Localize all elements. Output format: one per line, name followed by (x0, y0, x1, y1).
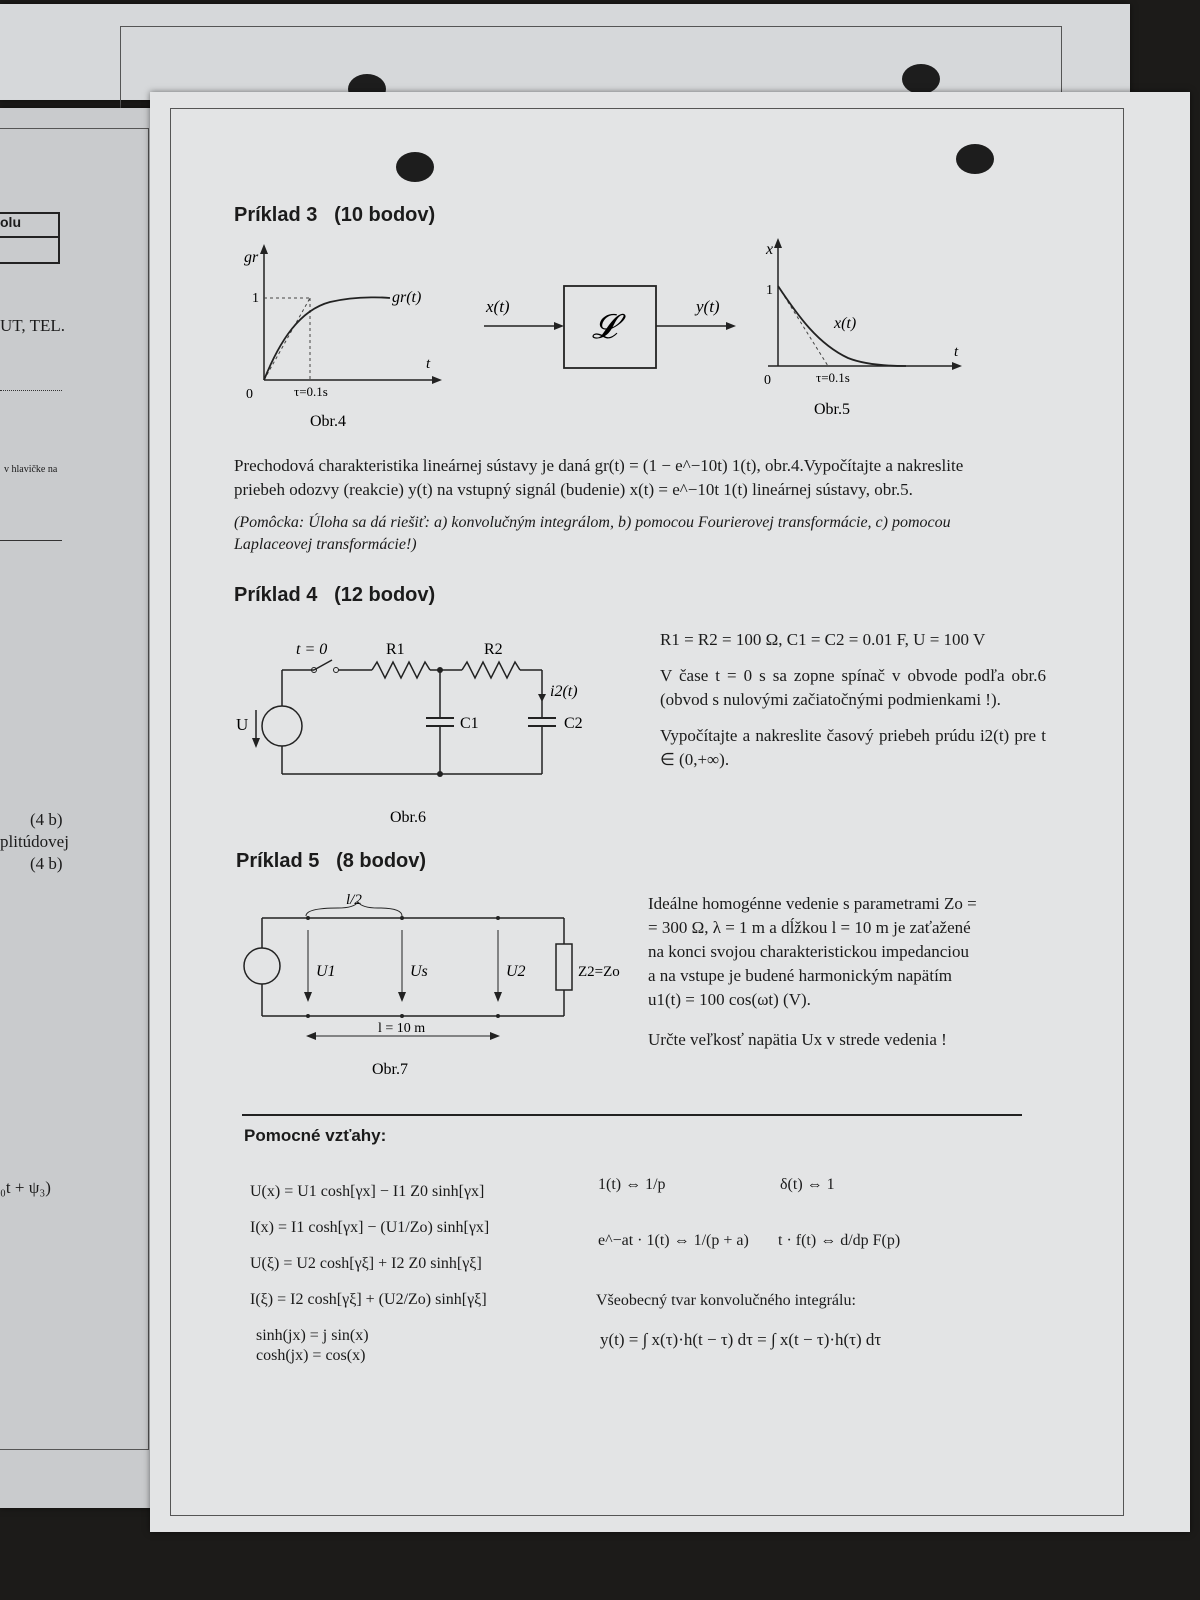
dotted-line (0, 390, 62, 391)
fig6-caption: Obr.6 (390, 809, 426, 826)
ex3-hint: (Pomôcka: Úloha sa dá riešiť: a) konvolučným integrálom, b) pomocou Fourierovej transformácie, c) pomocou Laplaceovej transformácie!) (234, 514, 951, 553)
formula-5: sinh(jx) = j sin(x) (256, 1327, 369, 1344)
ex4-title: Príklad 4 (12 bodov) (234, 584, 436, 606)
fig4-step-response (230, 240, 450, 440)
ex5-text: Ideálne homogénne vedenie s parametrami Zo = = 300 Ω, λ = 1 m a dĺžkou l = 10 m je zaťažené na konci svojou charakteristickou impedanciou a na vstupe je budené harmonickým napätím u1(t) = 100 cos(ωt) (V). Určte veľkosť napätia Ux v strede vedenia ! (648, 894, 977, 1049)
note-text: v hlavičke na (4, 464, 58, 475)
input-label: x(t) (486, 297, 510, 316)
convolution-title: Všeobecný tvar konvolučného integrálu: (596, 1292, 856, 1309)
fig5-input-signal (758, 232, 978, 432)
fig4-y-arrow (260, 244, 268, 254)
helper-title: Pomocné vzťahy: (244, 1126, 387, 1145)
r1-resistor (372, 662, 430, 678)
output-label: y(t) (696, 297, 720, 316)
laplace-symbol: 𝓛 (592, 309, 617, 346)
formula-4: I(ξ) = I2 cosh[γξ] + (U2/Zo) sinh[γξ] (250, 1291, 487, 1308)
r1-label: R1 (386, 641, 405, 658)
switch-label: t = 0 (296, 641, 328, 658)
u2-label: U2 (506, 963, 526, 980)
convolution-integral: y(t) = ∫ x(τ)·h(t − τ) dτ = ∫ x(t − τ)·h(τ) dτ (600, 1330, 882, 1349)
laplace-pair-1: 1(t) ⇔ 1/p (598, 1176, 666, 1193)
fig4-one: 1 (252, 291, 259, 306)
system-block-diagram (480, 282, 750, 382)
fig5-y-label: x (766, 241, 774, 258)
fig4-tau: τ=0.1s (294, 384, 328, 399)
contact-label: UT, TEL. (0, 316, 65, 335)
punch-hole (902, 64, 940, 94)
z2-load (556, 944, 572, 990)
fig7-caption: Obr.7 (372, 1061, 408, 1078)
ex4-p1: V čase t = 0 s sa zopne spínač v obvode podľa obr.6 (obvod s nulovými začiatočnými podmienkami !). (660, 666, 1046, 709)
fig4-tangent (264, 298, 310, 380)
half-label: l/2 (346, 892, 362, 908)
fig4-curve-label: gr(t) (392, 289, 422, 306)
r2-resistor (462, 662, 520, 678)
ex5-title: Príklad 5 (8 bodov) (236, 850, 427, 872)
fig5-zero: 0 (764, 373, 771, 388)
c2-label: C2 (564, 715, 583, 732)
hyperbolic-identities (256, 1326, 369, 1366)
ex4-params: R1 = R2 = 100 Ω, C1 = C2 = 0.01 F, U = 100 V (660, 630, 986, 649)
z2-label: Z2=Zo (578, 964, 620, 980)
ac-source (244, 948, 280, 984)
u1-label: U1 (316, 963, 336, 980)
switch (314, 660, 332, 670)
ex3-statement: Prechodová charakteristika lineárnej sústavy je daná gr(t) = (1 − e^−10t) 1(t), obr.4.Vypočítajte a nakreslite priebeh odozvy (reakcie) y(t) na vstupný signál (budenie) x(t) = e^−10t 1(t) lineárnej sústavy, obr.5. (234, 456, 964, 499)
header-box: olu (0, 212, 60, 264)
fig4-y-label: gr (244, 249, 259, 266)
points-a: (4 b) (30, 810, 63, 829)
amplitude-text: plitúdovej (0, 832, 69, 851)
fig4-curve (264, 297, 390, 380)
fig4-zero: 0 (246, 387, 253, 402)
ex3-title: Príklad 3 (10 bodov) (234, 204, 436, 226)
fig7-transmission-line (238, 886, 638, 1086)
ex4-text (660, 628, 1046, 772)
laplace-pair-4: t · f(t) ⇔ d/dp F(p) (778, 1232, 901, 1249)
i2-label: i2(t) (550, 683, 578, 700)
points-b: (4 b) (30, 854, 63, 873)
ex4-p2: Vypočítajte a nakreslite časový priebeh prúdu i2(t) pre t ∈ (0,+∞). (660, 726, 1046, 769)
fig5-t-label: t (954, 344, 959, 360)
fig6-circuit (230, 630, 590, 830)
fig4-x-arrow (432, 376, 442, 384)
fig4-t-label: t (426, 356, 431, 372)
fig5-caption: Obr.5 (814, 401, 850, 418)
punch-hole (396, 152, 434, 182)
formula-fragment: ₀t + ψ₃) (0, 1178, 51, 1197)
voltage-source (262, 706, 302, 746)
formula-1: U(x) = U1 cosh[γx] − I1 Z0 sinh[γx] (250, 1183, 485, 1200)
fig5-tau: τ=0.1s (816, 370, 850, 385)
fig4-caption: Obr.4 (310, 413, 346, 430)
formula-3: U(ξ) = U2 cosh[γξ] + I2 Z0 sinh[γξ] (250, 1255, 482, 1272)
exam-sheet (150, 92, 1190, 1532)
fig5-one: 1 (766, 283, 773, 298)
formula-2: I(x) = I1 cosh[γx] − (U1/Zo) sinh[γx] (250, 1219, 490, 1236)
u-label: U (236, 715, 249, 734)
punch-hole (956, 144, 994, 174)
rule (0, 540, 62, 541)
laplace-pair-2: δ(t) ⇔ 1 (780, 1176, 835, 1193)
helper-divider (242, 1114, 1022, 1116)
c1-label: C1 (460, 715, 479, 732)
fig5-curve-label: x(t) (834, 315, 857, 332)
r2-label: R2 (484, 641, 503, 658)
line-equations (250, 1174, 489, 1318)
length-label: l = 10 m (378, 1021, 426, 1036)
back-sheet (0, 4, 1130, 100)
laplace-pair-3: e^−at · 1(t) ⇔ 1/(p + a) (598, 1232, 749, 1249)
us-label: Us (410, 963, 428, 980)
formula-6: cosh(jx) = cos(x) (256, 1347, 366, 1364)
